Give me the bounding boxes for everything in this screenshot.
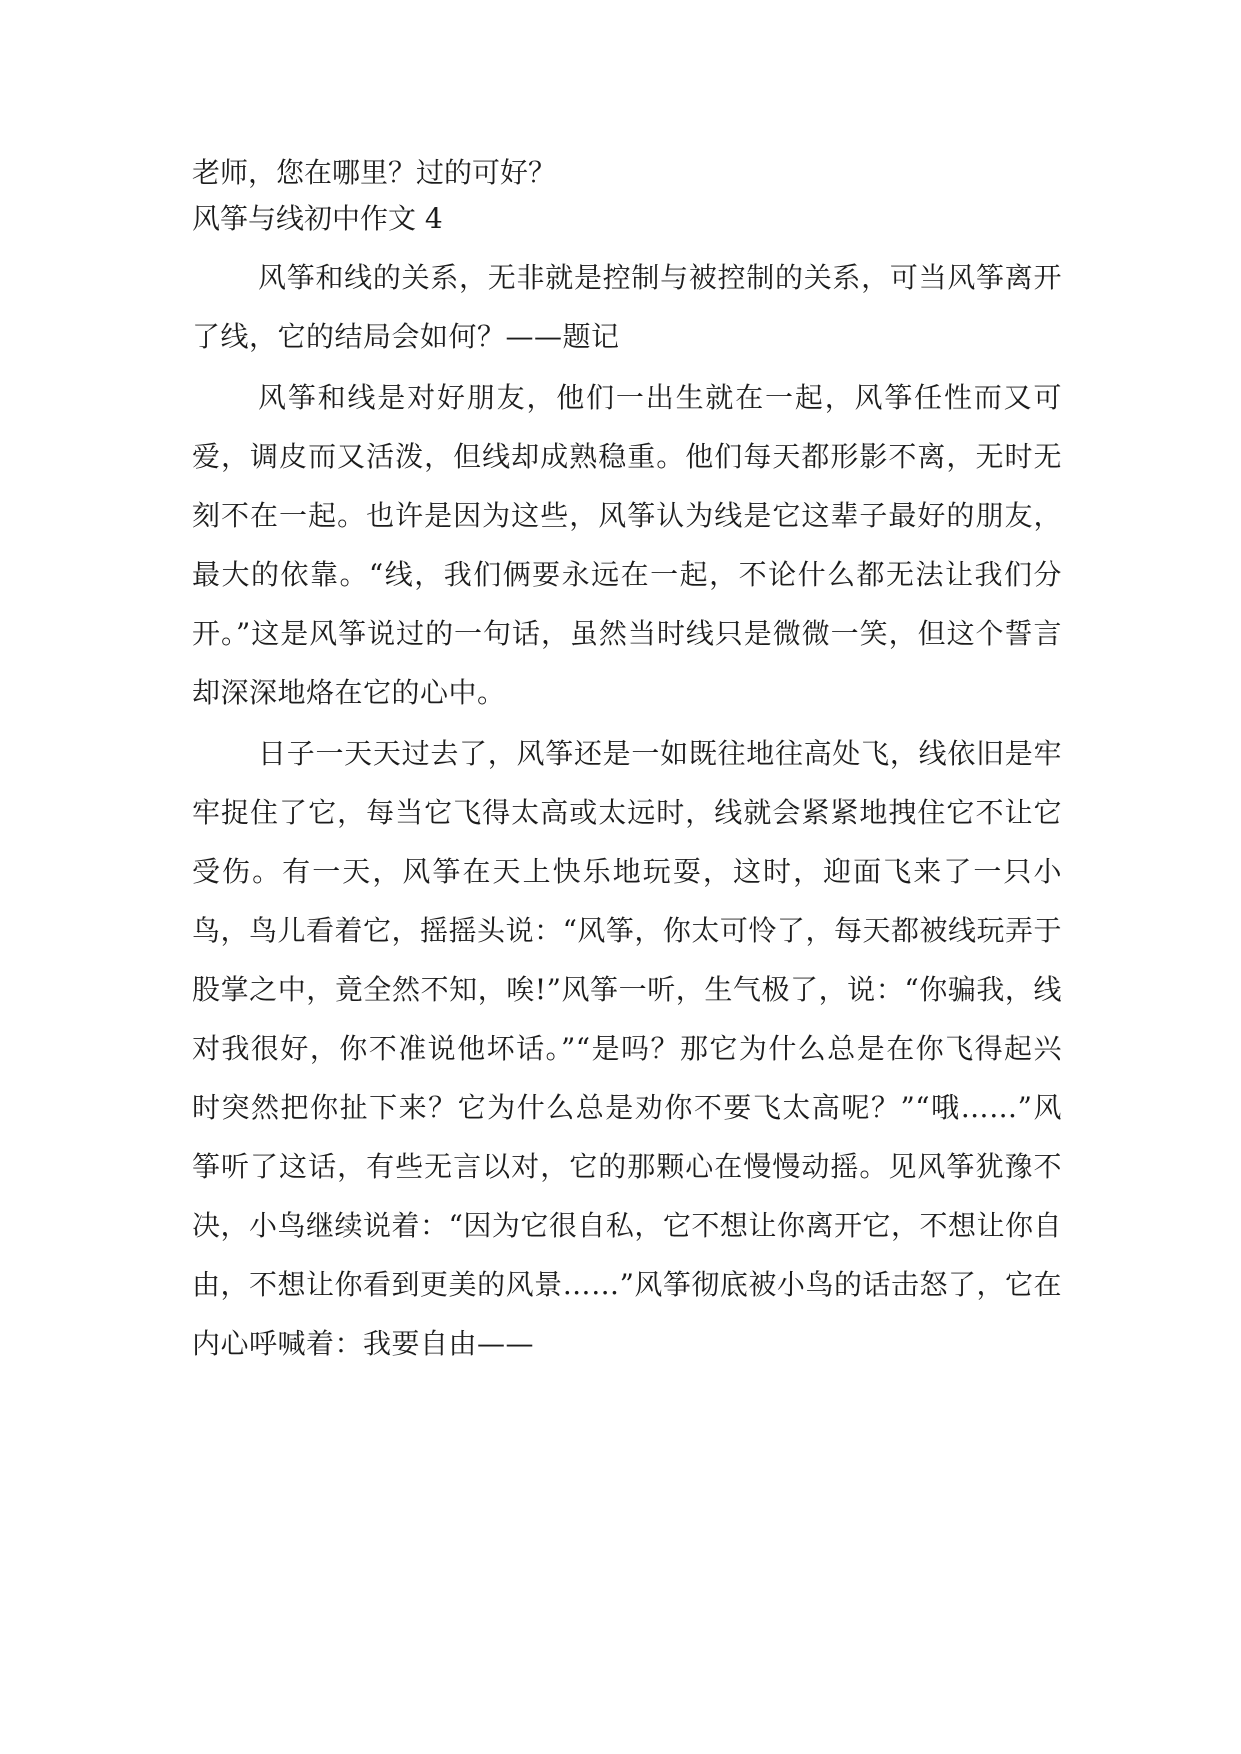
- paragraph: 风筝和线的关系，无非就是控制与被控制的关系，可当风筝离开了线，它的结局会如何？——题记: [192, 261, 1062, 353]
- document-page: [192, 150, 1062, 1373]
- section-title: 风筝与线初中作文 4: [192, 202, 443, 235]
- paragraph: 风筝和线是对好朋友，他们一出生就在一起，风筝任性而又可爱，调皮而又活泼，但线却成熟稳重。他们每天都形影不离，无时无刻不在一起。也许是因为这些，风筝认为线是它这辈子最好的朋友，最大的依靠。“线，我们俩要永远在一起，不论什么都无法让我们分开。”这是风筝说过的一句话，虽然当时线只是微微一笑，但这个誓言却深深地烙在它的心中。: [192, 381, 1062, 709]
- top-line: 老师，您在哪里？过的可好？: [192, 156, 557, 189]
- paragraph: 日子一天天过去了，风筝还是一如既往地往高处飞，线依旧是牢牢捉住了它，每当它飞得太高或太远时，线就会紧紧地拽住它不让它受伤。有一天，风筝在天上快乐地玩耍，这时，迎面飞来了一只小鸟，鸟儿看着它，摇摇头说：“风筝，你太可怜了，每天都被线玩弄于股掌之中，竟全然不知，唉!”风筝一听，生气极了，说：“你骗我，线对我很好，你不准说他坏话。”“是吗？那它为什么总是在你飞得起兴时突然把你扯下来？它为什么总是劝你不要飞太高呢？”“哦……”风筝听了这话，有些无言以对，它的那颗心在慢慢动摇。见风筝犹豫不决，小鸟继续说着：“因为它很自私，它不想让你离开它，不想让你自由，不想让你看到更美的风景……”风筝彻底被小鸟的话击怒了，它在内心呼喊着：我要自由——: [192, 737, 1062, 1360]
